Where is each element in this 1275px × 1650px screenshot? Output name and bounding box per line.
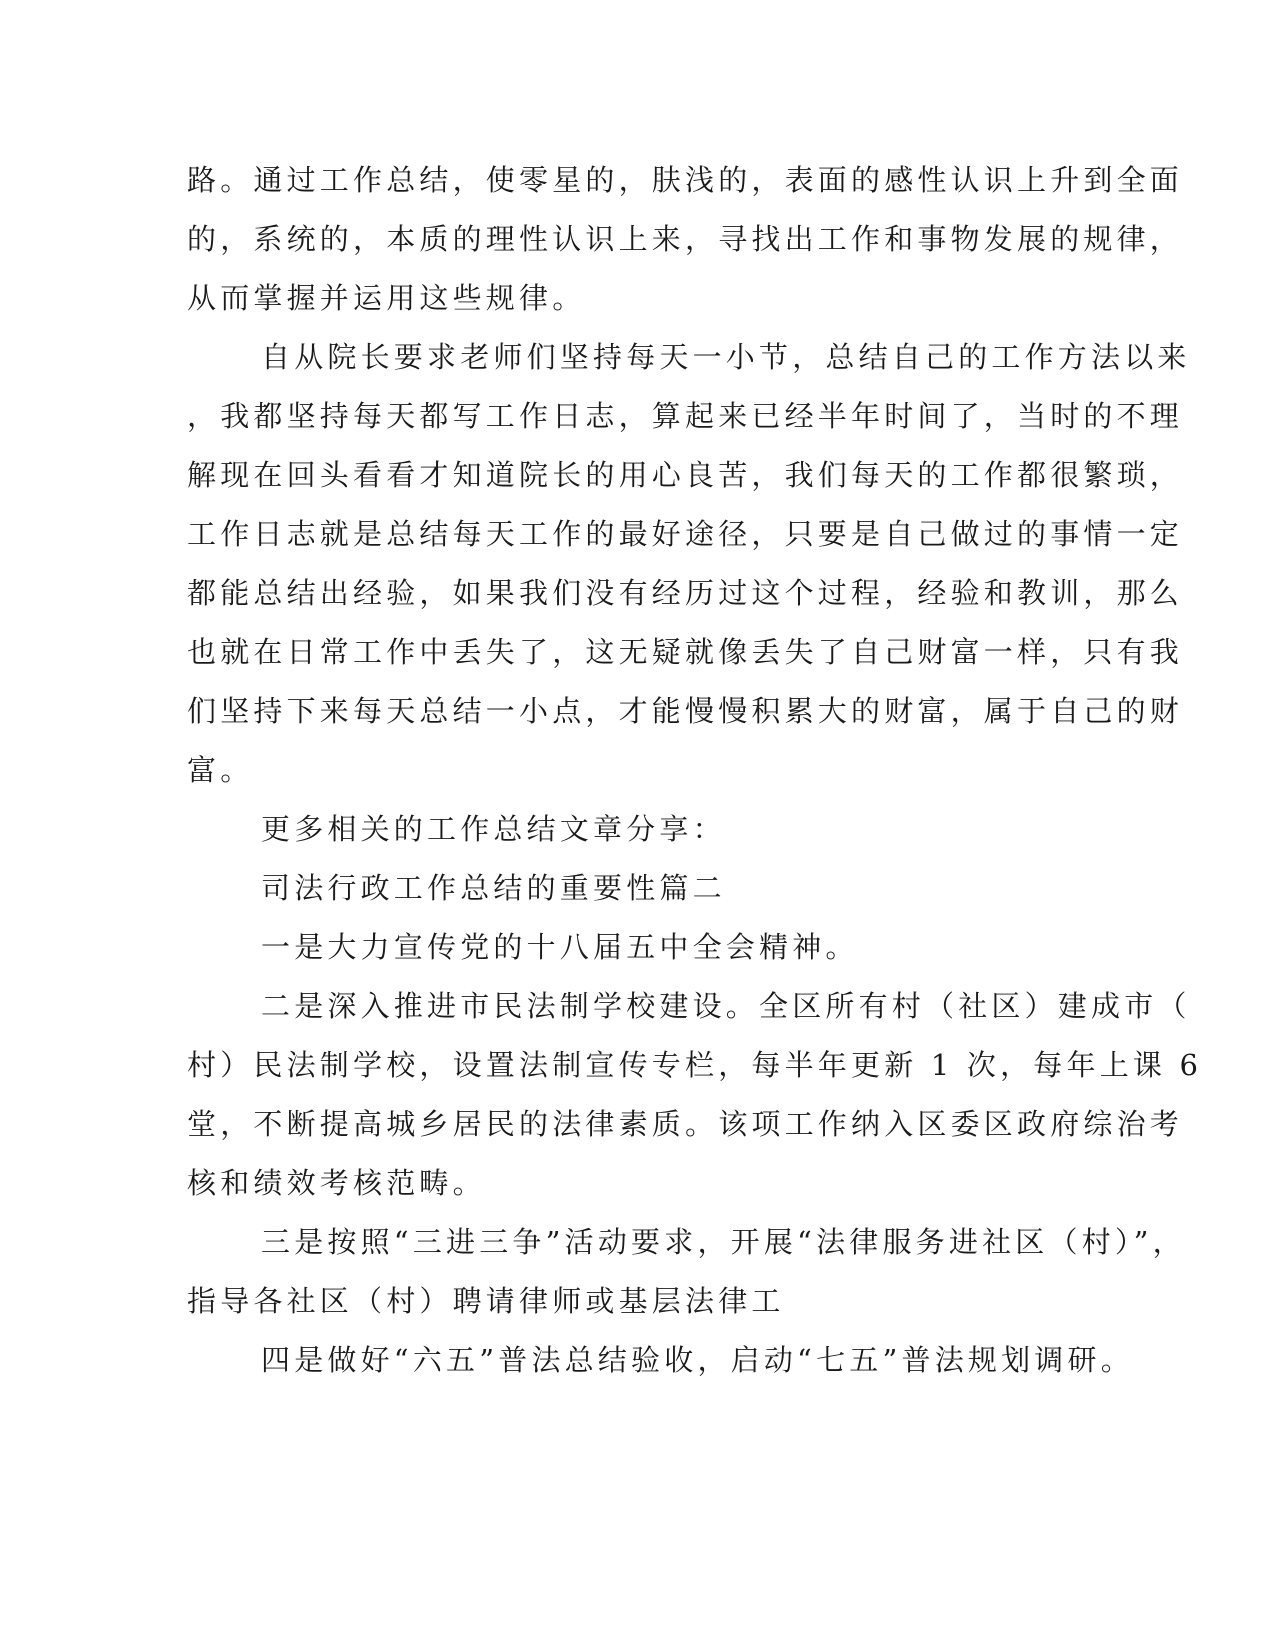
text-line: 的，系统的，本质的理性认识上来，寻找出工作和事物发展的规律， [187,222,1184,256]
text-line: 工作日志就是总结每天工作的最好途径，只要是自己做过的事情一定 [187,517,1184,551]
text-line: 也就在日常工作中丢失了，这无疑就像丢失了自己财富一样，只有我 [187,635,1184,669]
text-line: 堂，不断提高城乡居民的法律素质。该项工作纳入区委区政府综治考 [187,1107,1184,1141]
paragraph-first-line: 四是做好“六五”普法总结验收，启动“七五”普法规划调研。 [261,1343,1134,1377]
text-line: 从而掌握并运用这些规律。 [187,281,586,315]
text-line: 指导各社区（村）聘请律师或基层法律工 [187,1284,785,1318]
paragraph-first-line: 一是大力宣传党的十八届五中全会精神。 [261,930,859,964]
paragraph-first-line: 二是深入推进市民法制学校建设。全区所有村（社区）建成市（ [261,989,1191,1023]
text-line: ，我都坚持每天都写工作日志，算起来已经半年时间了，当时的不理 [187,399,1184,433]
paragraph-first-line: 三是按照“三进三争”活动要求，开展“法律服务进社区（村）”， [261,1225,1186,1259]
text-line: 们坚持下来每天总结一小点，才能慢慢积累大的财富，属于自己的财 [187,694,1184,728]
related-articles-heading: 更多相关的工作总结文章分享： [261,812,726,846]
text-line: 村）民法制学校，设置法制宣传专栏，每半年更新 1 次，每年上课 6 [187,1048,1203,1082]
text-line: 路。通过工作总结，使零星的，肤浅的，表面的感性认识上升到全面 [187,163,1184,197]
text-line: 富。 [187,753,254,787]
text-line: 核和绩效考核范畴。 [187,1166,486,1200]
text-line: 解现在回头看看才知道院长的用心良苦，我们每天的工作都很繁琐， [187,458,1184,492]
paragraph-first-line: 自从院长要求老师们坚持每天一小节，总结自己的工作方法以来 [261,340,1191,374]
text-line: 都能总结出经验，如果我们没有经历过这个过程，经验和教训，那么 [187,576,1184,610]
section-title: 司法行政工作总结的重要性篇二 [261,871,726,905]
